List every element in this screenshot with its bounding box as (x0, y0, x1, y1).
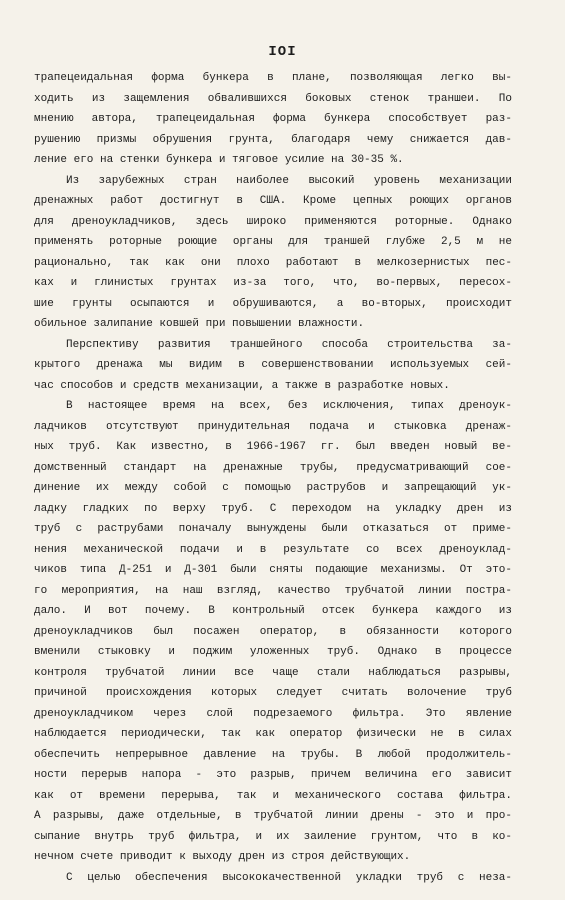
text-line: дреноукладчиком через слой подрезаемого фильтра. Это явление (34, 707, 512, 720)
text-line: ходить из защемления обвалившихся боковых стенок траншеи. По (34, 92, 512, 105)
text-line: рушению призмы обрушения грунта, благодаря чему снижается дав- (34, 133, 512, 146)
text-line: А разрывы, даже отдельные, в трубчатой линии дрены - это и про- (34, 810, 512, 822)
page-number: IOI (268, 44, 297, 60)
text-line: ности перерыв напора - это разрыв, причем величина его зависит (34, 769, 512, 781)
text-line: дало. И вот почему. В контрольный отсек бункера каждого из (34, 605, 512, 617)
text-line: мнению автора, трапецеидальная форма бункера способствует раз- (34, 113, 512, 125)
text-line: сыпание внутрь труб фильтра, и их заиление грунтом, что в ко- (34, 830, 512, 843)
text-line: нечном счете приводит к выходу дрен из строя действующих. (34, 851, 411, 863)
text-line: чиков типа Д-251 и Д-301 были сняты подающие механизмы. От это- (34, 564, 512, 576)
text-line: ных труб. Как известно, в 1966-1967 гг. был введен новый ве- (34, 441, 512, 453)
text-line: дреноукладчиков был посажен оператор, в обязанности которого (34, 625, 512, 638)
text-line: В настоящее время на всех, без исключения, типах дреноук- (66, 400, 512, 412)
text-line: вменили стыковку и поджим уложенных труб. Однако в процессе (34, 646, 512, 658)
text-line: применять роторные роющие органы для траншей глубже 2,5 м не (34, 236, 512, 248)
text-line: го мероприятия, на наш взгляд, качество трубчатой линии постра- (34, 584, 512, 597)
text-line: С целью обеспечения высококачественной укладки труб с неза- (66, 871, 512, 884)
text-line: ладчиков отсутствуют принудительная подача и стыковка дренаж- (34, 420, 512, 433)
text-line: контроля трубчатой линии все чаще стали наблюдаться разрывы, (34, 666, 512, 679)
text-line: домственный стандарт на дренажные трубы, предусматривающий сое- (34, 461, 512, 474)
text-line: час способов и средств механизации, а также в разработке новых. (34, 379, 450, 392)
text-line: рационально, так как они плохо работают в мелкозернистых пес- (34, 256, 512, 269)
text-line: обильное залипание ковшей при повышении влажности. (34, 318, 365, 330)
text-line: дренажных работ достигнут в США. Кроме цепных роющих органов (34, 195, 512, 207)
text-line: ках и глинистых грунтах из-за того, что, во-первых, пересох- (34, 277, 512, 289)
text-line: крытого дренажа мы видим в совершенствовании используемых сей- (34, 359, 512, 371)
body-text (34, 68, 512, 888)
text-line: Перспективу развития траншейного способа строительства за- (66, 338, 512, 351)
text-line: шие грунты осыпаются и обрушиваются, а во-вторых, происходит (34, 297, 512, 310)
text-line: динение их между собой с помощью раструбов и запрещающий ук- (34, 482, 512, 494)
text-line: ление его на стенки бункера и тяговое усилие на 30-35 %. (34, 154, 404, 166)
text-line: нения механической подачи и в результате со всех дреноуклад- (34, 543, 512, 556)
text-line: причиной происхождения которых следует считать волочение труб (34, 687, 512, 699)
text-line: Из зарубежных стран наиболее высокий уровень механизации (66, 174, 512, 187)
text-line: трапецеидальная форма бункера в плане, позволяющая легко вы- (34, 72, 512, 84)
text-line: наблюдается периодически, так как оператор физически не в силах (34, 728, 512, 740)
text-line: обеспечить непрерывное давление на трубы. В любой продолжитель- (34, 748, 512, 761)
text-line: для дреноукладчиков, здесь широко применяются роторные. Однако (34, 215, 512, 228)
text-line: труб с раструбами поначалу вынуждены были отказаться от приме- (34, 523, 512, 535)
text-line: как от времени перерыва, так и механического состава фильтра. (34, 789, 512, 802)
text-line: ладку гладких по верху труб. С переходом на укладку дрен из (34, 502, 512, 515)
